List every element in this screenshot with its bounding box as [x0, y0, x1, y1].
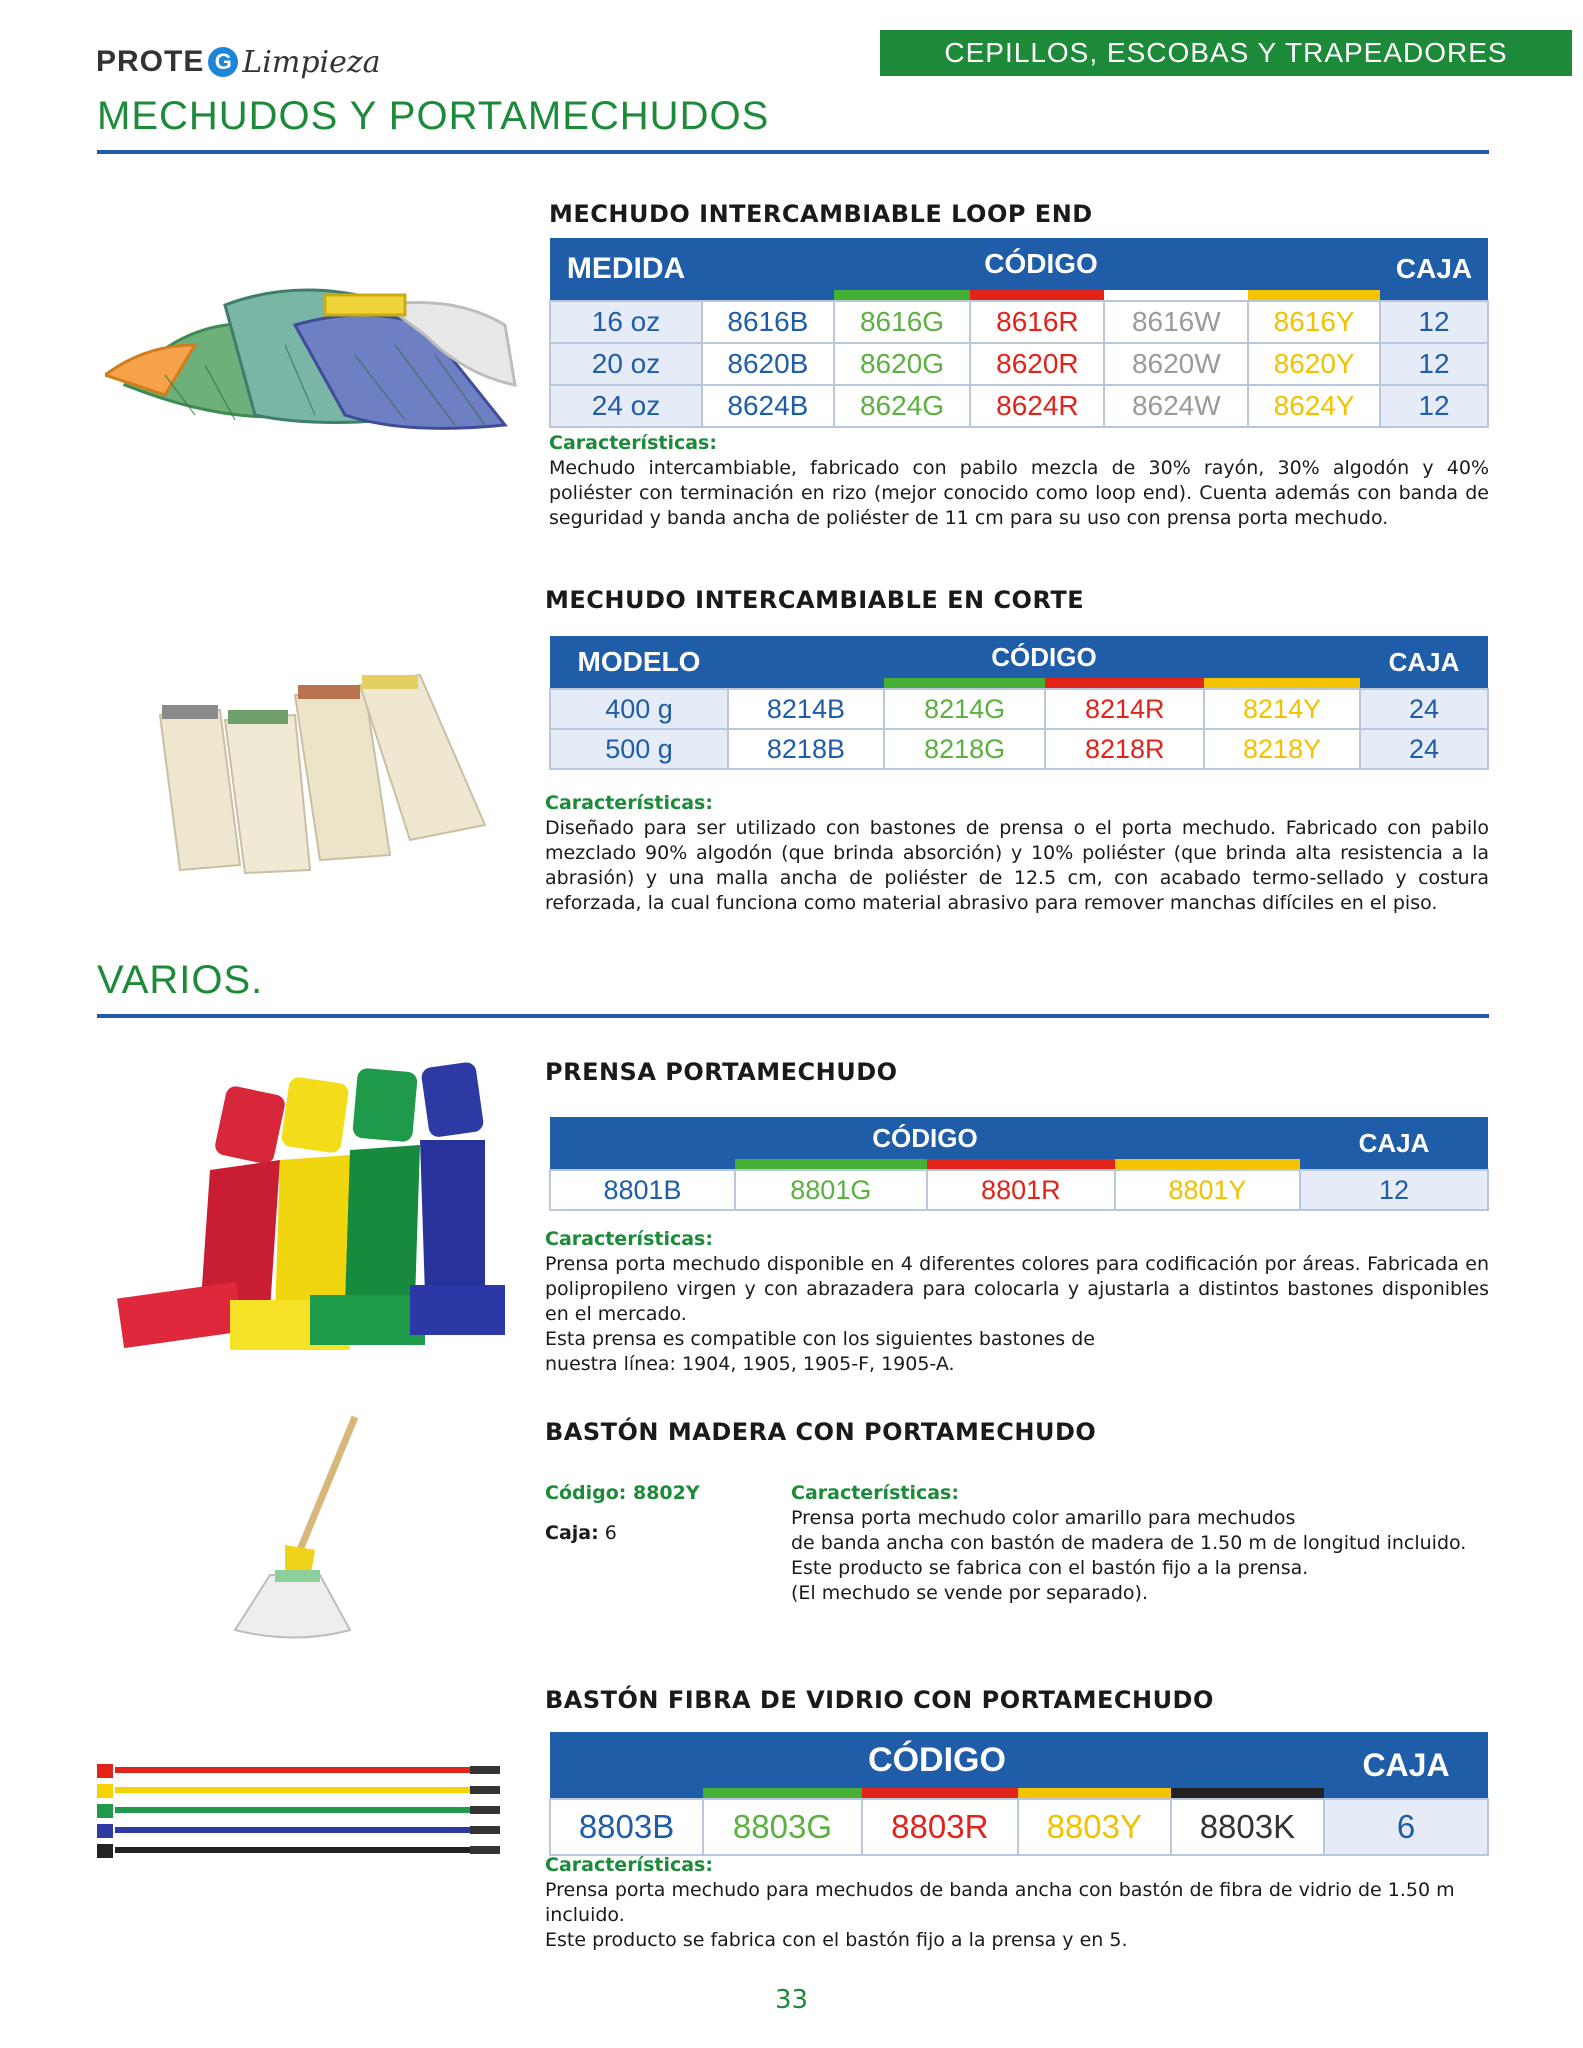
code-cell: 8803B — [550, 1799, 703, 1855]
fibra-spec-table — [549, 1732, 1489, 1856]
code-cell: 8624B — [702, 385, 834, 427]
color-stripe-green — [703, 1788, 862, 1799]
product-title-baston-madera: BASTÓN MADERA CON PORTAMECHUDO — [545, 1418, 1097, 1446]
code-cell: 8214R — [1045, 689, 1204, 729]
mop-clamp-image — [110, 1060, 510, 1350]
features-text-fibra-2: Este producto se fabrica con el bastón fijo a la prensa y en 5. — [545, 1929, 1128, 1951]
code-cell: 8616B — [702, 301, 834, 343]
column-header-codigo: CÓDIGO — [728, 636, 1360, 678]
box-cell: 12 — [1380, 343, 1488, 385]
features-label: Características: — [545, 792, 713, 814]
box-cell: 12 — [1300, 1170, 1488, 1210]
page-number: 33 — [774, 1985, 809, 2015]
box-label: Caja: — [545, 1522, 599, 1544]
code-cell: 8801B — [550, 1170, 735, 1210]
table-row — [550, 689, 1488, 729]
code-cell: 8616Y — [1248, 301, 1380, 343]
features-text-prensa: Prensa porta mechudo disponible en 4 diferentes colores para codificación por áreas. Fabricada en polipropileno virgen y con abrazadera para colocarla y ajustarla a distintos bastones disponibles en el mercado. — [545, 1253, 1489, 1325]
code-cell: 8624W — [1104, 385, 1248, 427]
corte-spec-table — [549, 636, 1489, 770]
color-stripe-white — [1104, 290, 1248, 301]
table-row — [550, 729, 1488, 769]
features-text-prensa-list: nuestra línea: 1904, 1905, 1905-F, 1905-A. — [545, 1353, 955, 1375]
color-stripe-red — [862, 1788, 1018, 1799]
color-stripe-green — [834, 290, 971, 301]
model-cell: 500 g — [550, 729, 728, 769]
product-code: Código: 8802Y — [545, 1482, 700, 1504]
column-header-codigo: CÓDIGO — [702, 238, 1380, 290]
code-cell: 8803R — [862, 1799, 1018, 1855]
size-cell: 20 oz — [550, 343, 702, 385]
section-title-varios: VARIOS. — [97, 958, 264, 1002]
code-cell: 8801Y — [1115, 1170, 1300, 1210]
features-text-madera-2: de banda ancha con bastón de madera de 1.50 m de longitud incluido. — [791, 1532, 1467, 1554]
box-cell: 24 — [1360, 729, 1488, 769]
column-header-caja: CAJA — [1300, 1117, 1488, 1170]
color-stripe-yellow — [1248, 290, 1380, 301]
loop-end-mop-image — [105, 265, 525, 440]
wood-handle-mop-image — [225, 1415, 385, 1645]
color-stripe-yellow — [1115, 1159, 1300, 1170]
table-row — [550, 1799, 1488, 1855]
loop-end-spec-table — [549, 238, 1489, 428]
code-cell: 8620B — [702, 343, 834, 385]
color-stripe-red — [1045, 678, 1204, 689]
code-cell: 8214G — [884, 689, 1046, 729]
column-header-codigo: CÓDIGO — [550, 1732, 1324, 1788]
box-info — [545, 1522, 617, 1544]
code-cell: 8214Y — [1204, 689, 1360, 729]
box-cell: 24 — [1360, 689, 1488, 729]
code-cell: 8616R — [970, 301, 1104, 343]
code-cell: 8624Y — [1248, 385, 1380, 427]
features-label: Características: — [545, 1228, 713, 1250]
column-header-codigo: CÓDIGO — [550, 1117, 1300, 1159]
box-cell: 6 — [1324, 1799, 1488, 1855]
section-title-mechudos: MECHUDOS Y PORTAMECHUDOS — [97, 94, 770, 138]
color-stripe-blue — [728, 678, 884, 689]
code-cell: 8801R — [927, 1170, 1115, 1210]
code-cell: 8620W — [1104, 343, 1248, 385]
table-row — [550, 301, 1488, 343]
code-cell: 8620G — [834, 343, 971, 385]
section-rule — [97, 1014, 1489, 1018]
features-label: Características: — [549, 432, 717, 454]
features-text-corte: Diseñado para ser utilizado con bastones de prensa o el porta mechudo. Fabricado con pabilo mezclado 90% algodón (que brinda absorción) y 10% poliéster (que brinda alta resistencia a la abrasión) y una malla ancha de poliéster de 12.5 cm, con acabado termo-sellado y costura reforzada, la cual funciona como material abrasivo para remover manchas difíciles en el piso. — [545, 817, 1489, 914]
table-row — [550, 343, 1488, 385]
table-row — [550, 1170, 1488, 1210]
code-cell: 8620R — [970, 343, 1104, 385]
code-cell: 8214B — [728, 689, 884, 729]
code-cell: 8624G — [834, 385, 971, 427]
code-cell: 8218G — [884, 729, 1046, 769]
color-stripe-green — [735, 1159, 927, 1170]
cut-end-mop-image — [150, 655, 495, 875]
column-header-medida: MEDIDA — [550, 238, 702, 301]
size-cell: 24 oz — [550, 385, 702, 427]
logo-brand-text: PROTE — [96, 45, 205, 78]
features-label: Características: — [545, 1854, 713, 1876]
size-cell: 16 oz — [550, 301, 702, 343]
features-label: Características: — [791, 1482, 959, 1504]
features-text-madera-4: (El mechudo se vende por separado). — [791, 1582, 1149, 1604]
column-header-caja: CAJA — [1324, 1732, 1488, 1799]
color-stripe-blue — [550, 1159, 735, 1170]
features-text-loop-end: Mechudo intercambiable, fabricado con pabilo mezcla de 30% rayón, 30% algodón y 40% poliéster con terminación en rizo (mejor conocido como loop end). Cuenta además con banda de seguridad y banda ancha de poliéster de 11 cm para su uso con prensa porta mechudo. — [549, 457, 1489, 529]
code-cell: 8803Y — [1018, 1799, 1171, 1855]
product-title-corte: MECHUDO INTERCAMBIABLE EN CORTE — [545, 586, 1085, 614]
column-header-modelo: MODELO — [550, 636, 728, 689]
color-stripe-black — [1171, 1788, 1324, 1799]
color-stripe-blue — [702, 290, 834, 301]
code-cell: 8218R — [1045, 729, 1204, 769]
column-header-caja: CAJA — [1360, 636, 1488, 689]
box-cell: 12 — [1380, 301, 1488, 343]
prensa-spec-table — [549, 1117, 1489, 1211]
features-text-madera-3: Este producto se fabrica con el bastón fijo a la prensa. — [791, 1557, 1309, 1579]
column-header-caja: CAJA — [1380, 238, 1488, 301]
code-cell: 8620Y — [1248, 343, 1380, 385]
brand-logo — [96, 40, 381, 84]
code-cell: 8218B — [728, 729, 884, 769]
code-cell: 8624R — [970, 385, 1104, 427]
section-rule — [97, 150, 1489, 154]
category-banner: CEPILLOS, ESCOBAS Y TRAPEADORES — [880, 30, 1572, 76]
color-stripe-green — [884, 678, 1046, 689]
logo-circle-icon: G — [208, 47, 238, 77]
fiberglass-handle-image — [95, 1762, 515, 1882]
code-cell: 8801G — [735, 1170, 927, 1210]
product-title-loop-end: MECHUDO INTERCAMBIABLE LOOP END — [549, 200, 1093, 228]
logo-script-text: Limpieza — [242, 44, 381, 80]
features-text-fibra-1: Prensa porta mechudo para mechudos de banda ancha con bastón de fibra de vidrio de 1.50 m incluido. — [545, 1879, 1455, 1926]
box-value: 6 — [604, 1522, 617, 1544]
product-title-prensa: PRENSA PORTAMECHUDO — [545, 1058, 898, 1086]
features-text-madera-1: Prensa porta mechudo color amarillo para mechudos — [791, 1507, 1296, 1529]
box-cell: 12 — [1380, 385, 1488, 427]
table-row — [550, 385, 1488, 427]
model-cell: 400 g — [550, 689, 728, 729]
code-cell: 8616G — [834, 301, 971, 343]
color-stripe-blue — [550, 1788, 703, 1799]
color-stripe-yellow — [1018, 1788, 1171, 1799]
code-cell: 8803G — [703, 1799, 862, 1855]
color-stripe-red — [970, 290, 1104, 301]
product-title-baston-fibra: BASTÓN FIBRA DE VIDRIO CON PORTAMECHUDO — [545, 1686, 1214, 1714]
code-cell: 8218Y — [1204, 729, 1360, 769]
features-text-prensa-compat: Esta prensa es compatible con los siguientes bastones de — [545, 1328, 1095, 1350]
code-cell: 8616W — [1104, 301, 1248, 343]
color-stripe-yellow — [1204, 678, 1360, 689]
color-stripe-red — [927, 1159, 1115, 1170]
code-cell: 8803K — [1171, 1799, 1324, 1855]
